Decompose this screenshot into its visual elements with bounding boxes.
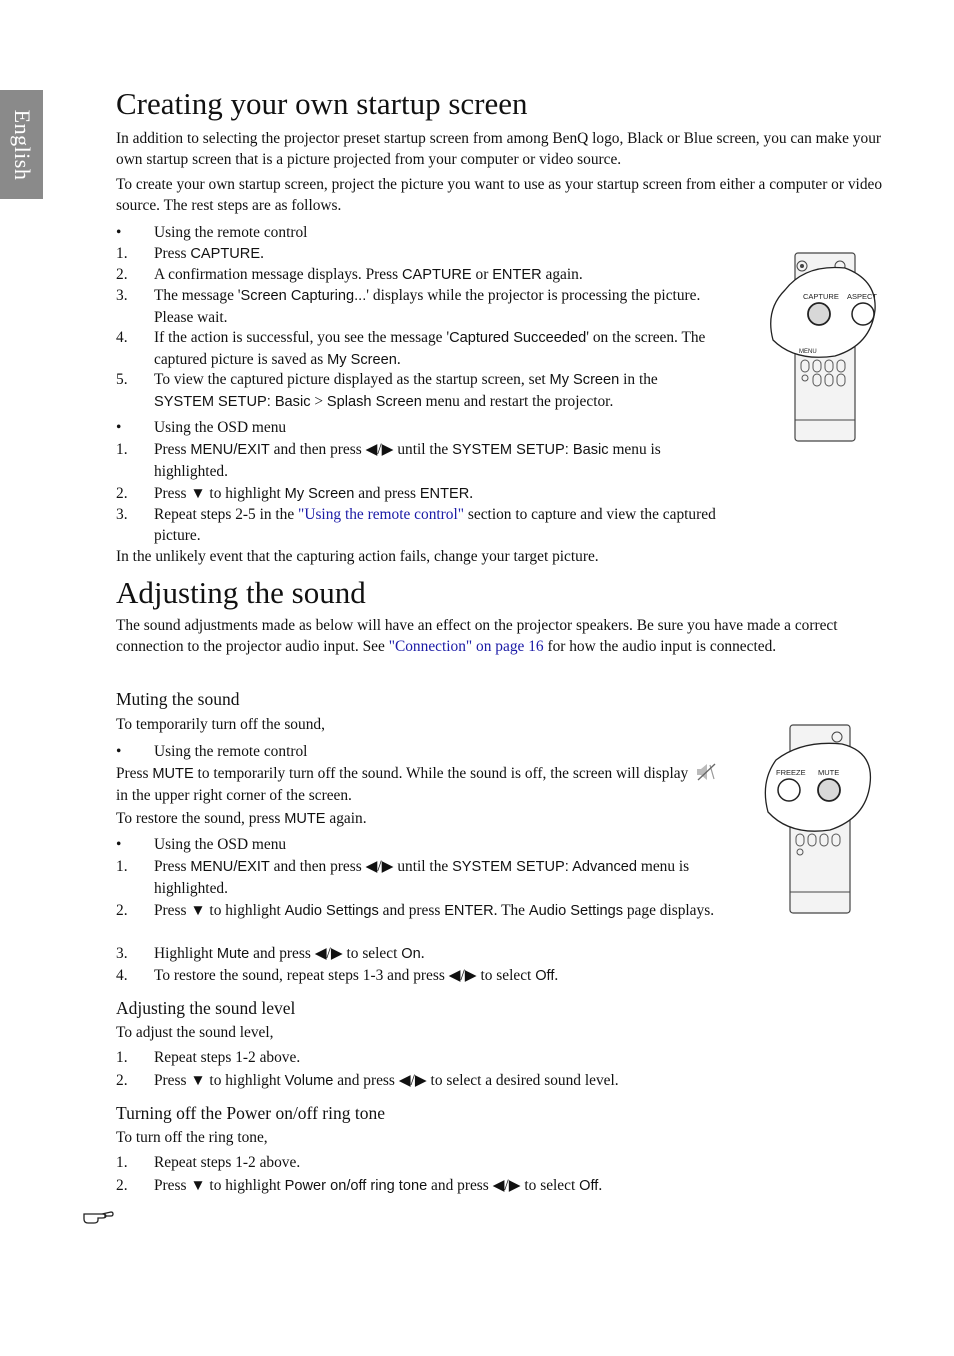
capture-button-icon [808,303,830,325]
list-item: • Using the remote control [116,743,308,760]
language-tab-label: English [9,109,35,180]
remote-freeze-label: FREEZE [776,768,806,777]
subsection-title-muting: Muting the sound [116,689,240,709]
list-item: • Using the OSD menu [116,836,287,853]
subsection-title-ringtone: Turning off the Power on/off ring tone [116,1103,385,1123]
remote-control-mute-illustration [762,722,877,917]
remote-menu-label: MENU [799,349,817,355]
list-item: 2. Press ▼ to highlight My Screen and press ENTER. [116,485,474,502]
link-connection[interactable]: "Connection" on page 16 [388,638,544,655]
list-item: 5. To view the captured picture displayed as the startup screen, set My Screen in the SYSTEM SETUP: Basic > Splash Screen menu and restart the projector. [116,371,658,410]
list-item: 3. Highlight Mute and press ◀/▶ to select On. [116,945,425,962]
list-item: 3. The message 'Screen Capturing...' displays while the projector is processing the picture. Please wait. [116,287,701,326]
startup-intro-2: To create your own startup screen, project the picture you want to use as your startup screen from either a computer or video source. The rest steps are as follows. [116,176,883,214]
muting-restore: To restore the sound, press MUTE again. [116,810,367,827]
list-item: 3. Repeat steps 2-5 in the "Using the remote control" section to capture and view the captured picture. [116,506,716,544]
startup-footer: In the unlikely event that the capturing action fails, change your target picture. [116,548,599,565]
speaker-mute-icon [695,762,717,782]
subsection-title-level: Adjusting the sound level [116,998,296,1018]
list-item: 4. If the action is successful, you see the message 'Captured Succeeded' on the screen. The captured picture is saved as My Screen. [116,329,706,368]
muting-intro: To temporarily turn off the sound, [116,716,325,733]
list-item: 2. Press ▼ to highlight Audio Settings and press ENTER. The Audio Settings page displays. [116,902,715,919]
muting-remote-text: Press MUTE to temporarily turn off the sound. While the sound is off, the screen will display in the upper right corner of the screen. [116,762,721,806]
list-item: 1. Repeat steps 1-2 above. [116,1049,301,1066]
list-item: 1. Press MENU/EXIT and then press ◀/▶ until the SYSTEM SETUP: Basic menu is highlighted. [116,441,661,480]
list-item: • Using the remote control [116,224,308,241]
remote-control-capture-illustration [765,250,880,445]
list-item: 1. Repeat steps 1-2 above. [116,1154,301,1171]
remote-aspect-label: ASPECT [847,292,878,301]
section-title-startup: Creating your own startup screen [116,86,528,121]
section-title-sound: Adjusting the sound [116,575,366,610]
list-item: 2. Press ▼ to highlight Volume and press ◀/▶ to select a desired sound level. [116,1072,619,1089]
sound-intro: The sound adjustments made as below will have an effect on the projector speakers. Be sure you have made a correct connection to the projector audio input. See "Connection" on page 16 for how the audio input is connected. [116,617,838,655]
ringtone-intro: To turn off the ring tone, [116,1129,268,1146]
list-item: 2. A confirmation message displays. Press CAPTURE or ENTER again. [116,266,583,283]
startup-intro-1: In addition to selecting the projector preset startup screen from among BenQ logo, Black or Blue screen, you can make your own startup screen that is a picture projected from your computer or video source. [116,130,882,168]
list-item: 1. Press MENU/EXIT and then press ◀/▶ until the SYSTEM SETUP: Advanced menu is highlighted. [116,858,690,897]
bullet-icon: • [116,836,122,853]
mute-button-icon [818,779,840,801]
hand-pointer-icon [82,1207,114,1225]
bullet-icon: • [116,743,122,760]
remote-mute-label: MUTE [818,768,840,777]
remote-capture-label: CAPTURE [803,292,839,301]
bullet-icon: • [116,224,122,241]
list-item: 4. To restore the sound, repeat steps 1-3 and press ◀/▶ to select Off. [116,967,559,984]
level-intro: To adjust the sound level, [116,1024,274,1041]
aspect-button-icon [852,303,874,325]
list-item: 2. Press ▼ to highlight Power on/off ring tone and press ◀/▶ to select Off. [116,1177,603,1194]
bullet-icon: • [116,419,122,436]
list-item: 1. Press CAPTURE. [116,245,264,262]
freeze-button-icon [778,779,800,801]
link-using-remote[interactable]: "Using the remote control" [298,506,465,523]
list-item: • Using the OSD menu [116,419,287,436]
language-tab [0,90,43,199]
